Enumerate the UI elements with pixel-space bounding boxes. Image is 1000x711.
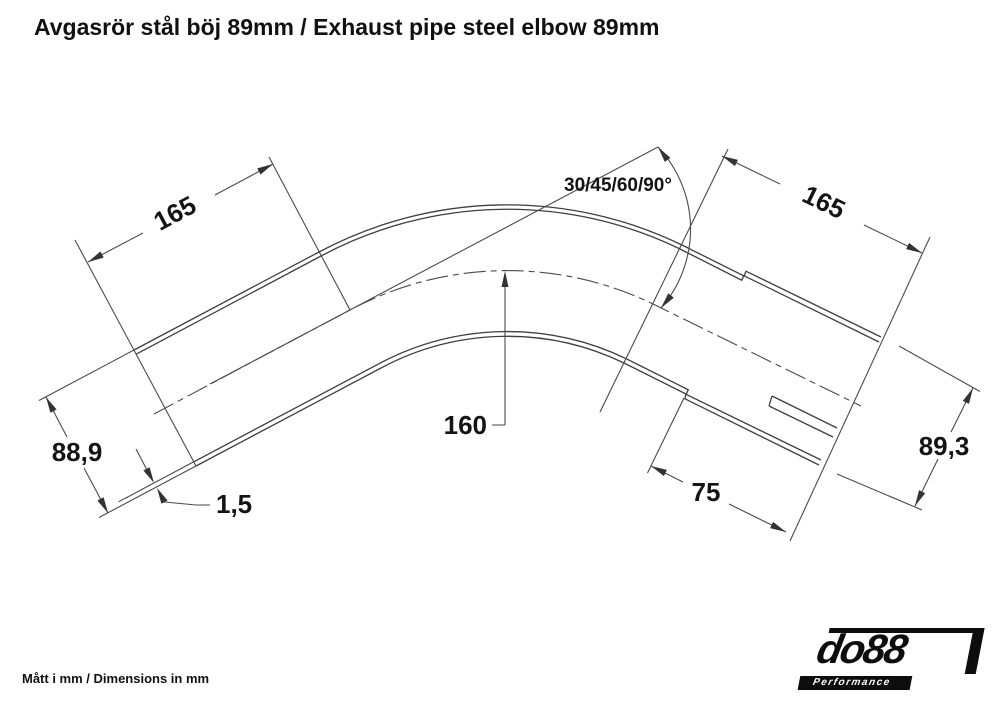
right-diameter-ext-bottom [837,474,922,510]
dim-label-75: 75 [691,477,721,507]
pipe-centerline [154,271,861,414]
brand-logo [806,624,984,690]
units-note: Mått i mm / Dimensions in mm [22,671,210,686]
left-end-face-line [75,240,196,466]
pipe-outline [134,205,881,466]
dim-label-right-165: 165 [797,178,851,225]
dim-label-89-3: 89,3 [918,431,970,461]
page-title: Avgasrör stål böj 89mm / Exhaust pipe steel elbow 89mm [34,14,660,40]
wall-thickness-leaders [136,449,210,505]
pipe-bottom-wall-inner [194,332,821,462]
dim-label-angle: 30/45/60/90° [564,175,672,196]
dim-line-160 [492,287,505,425]
right-end-face-line [790,237,930,541]
left-bottom-wall-extension-inner [119,462,194,502]
logo-right-bar [965,628,985,674]
left-top-wall-extension [39,350,134,401]
logo-brand-text: do88 [813,626,910,672]
logo-tagline: Performance [798,676,913,690]
dim-label-160: 160 [443,410,487,440]
dim-label-1-5: 1,5 [216,489,253,519]
pipe-bottom-wall-outer [196,336,819,466]
left-tangent-extension [269,157,350,310]
right-diameter-ext-top [899,346,980,392]
pipe-end-slit [769,396,837,437]
dim-label-88-9: 88,9 [51,437,103,467]
sleeve-ext-line [648,398,685,473]
dim-label-left-165: 165 [148,189,201,237]
